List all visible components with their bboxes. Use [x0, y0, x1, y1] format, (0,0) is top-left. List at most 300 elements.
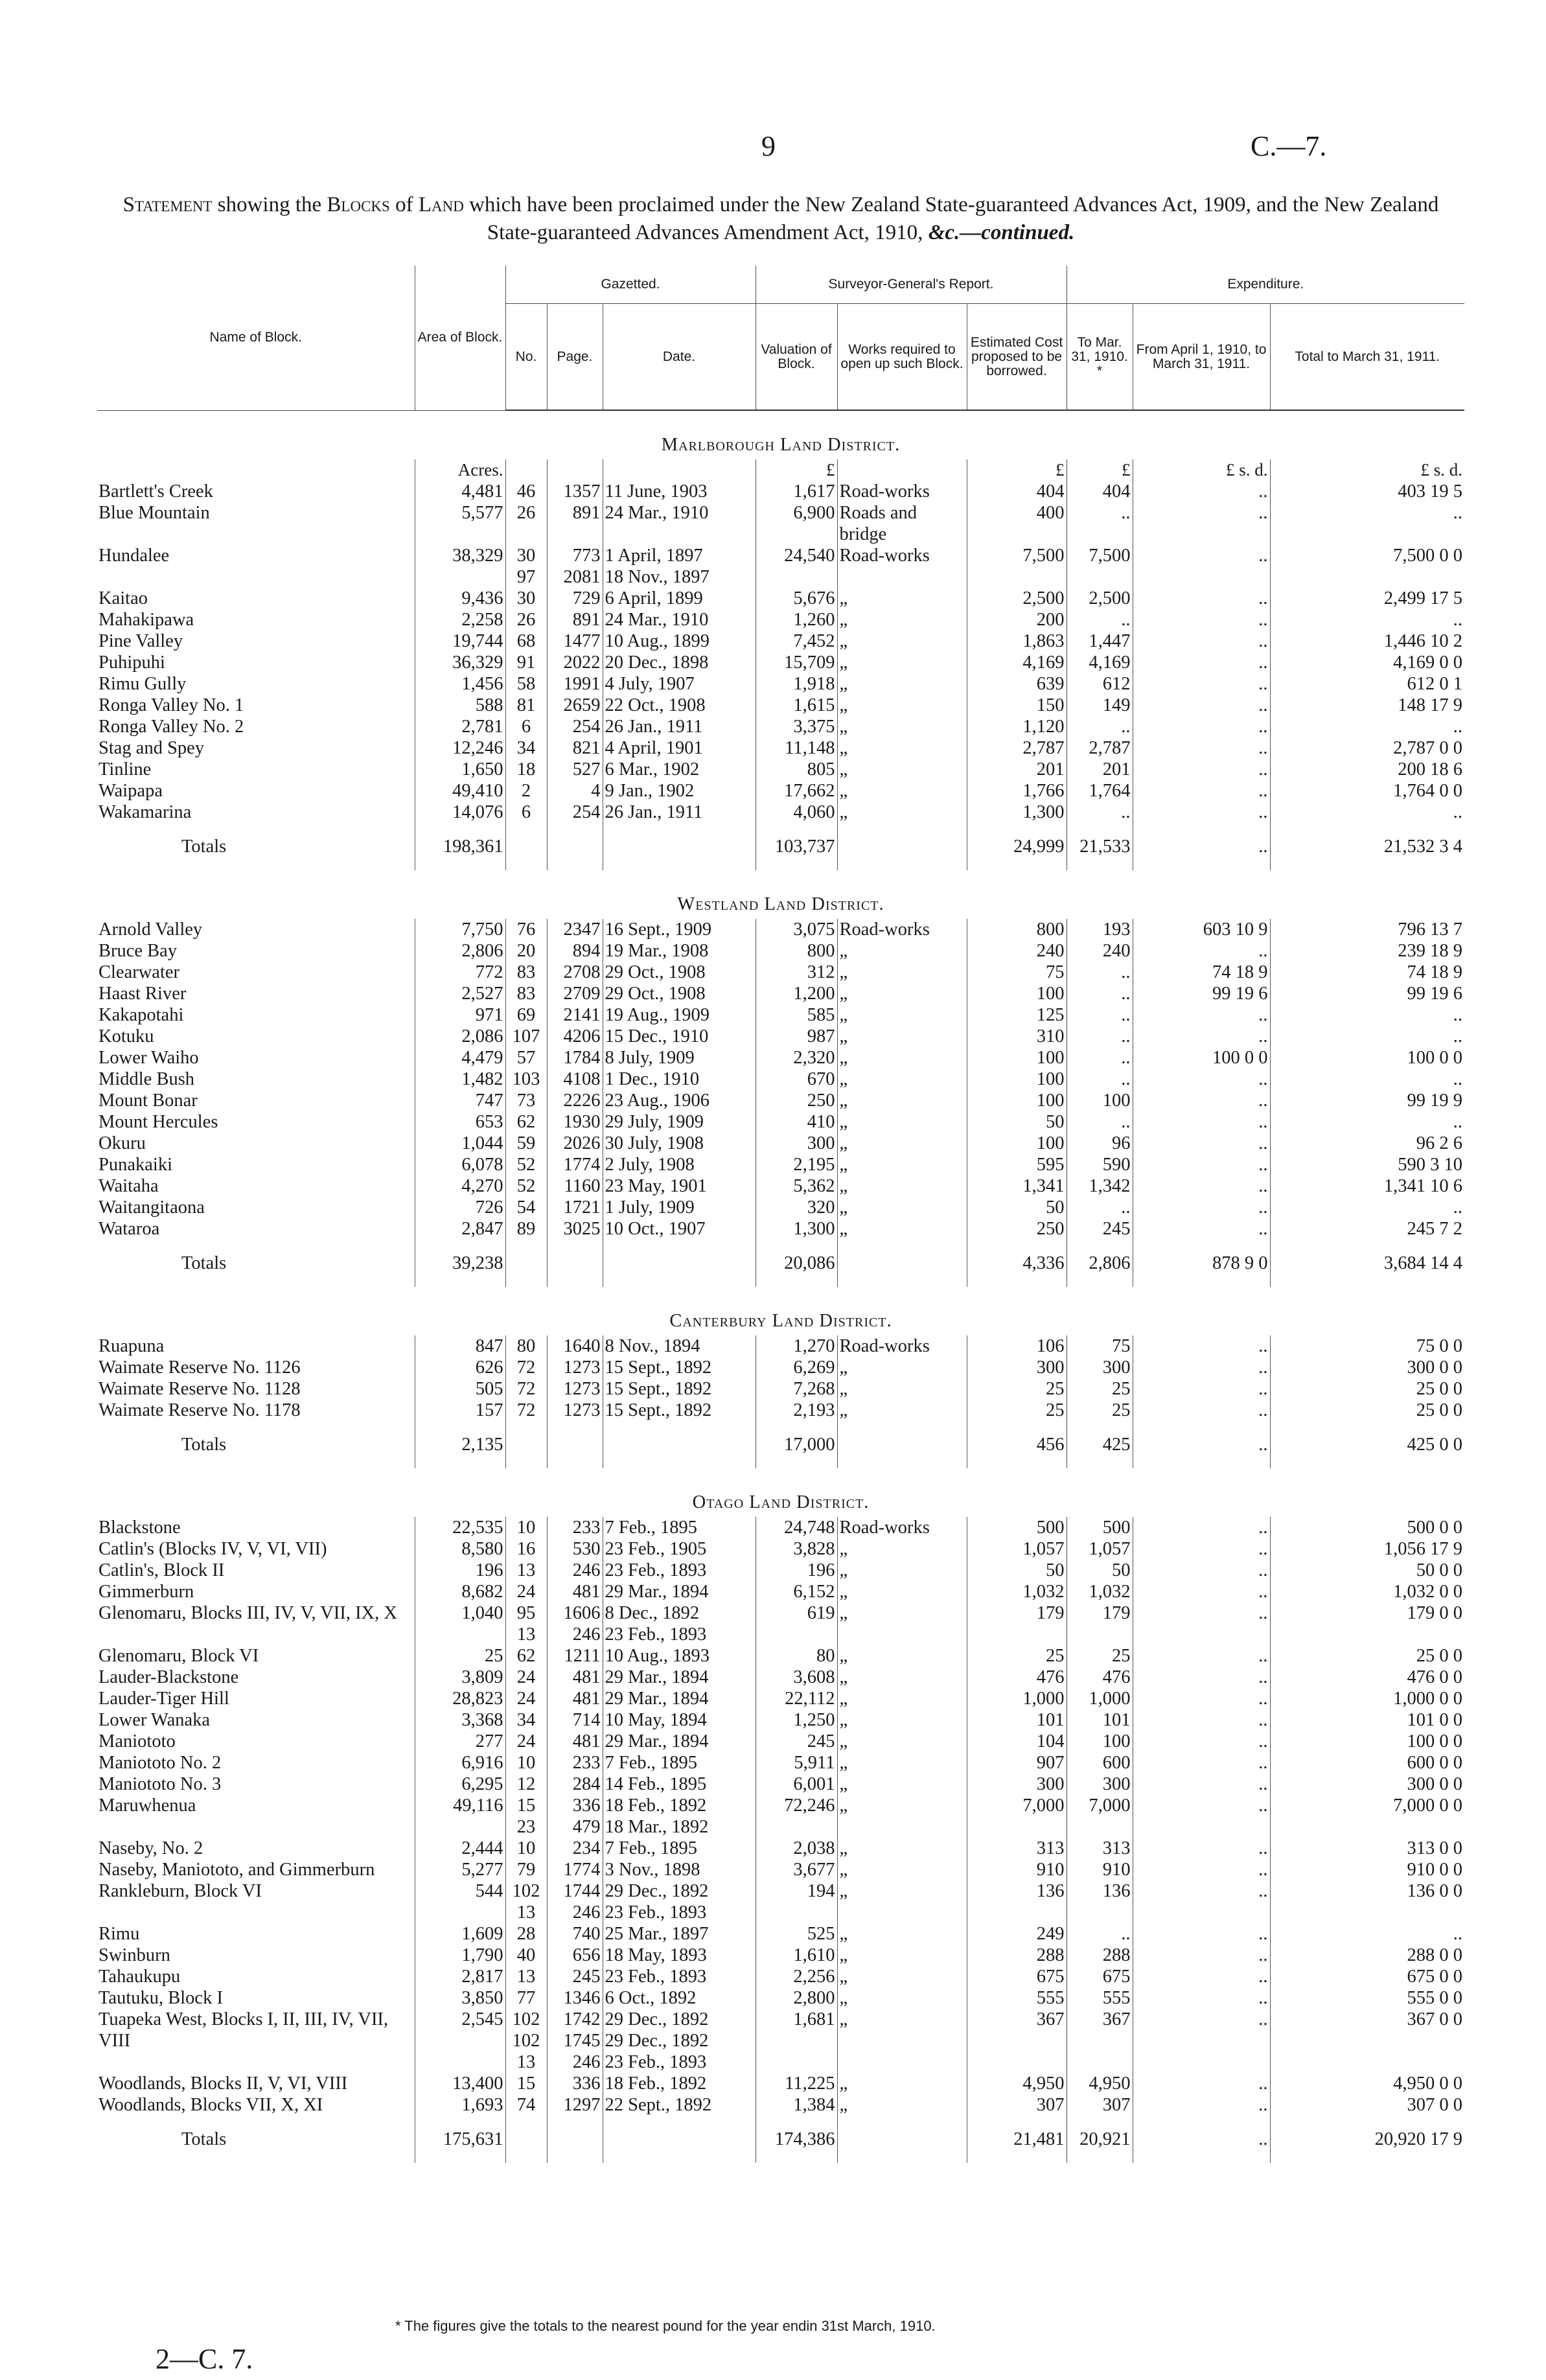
- cell-from: ..: [1133, 1154, 1270, 1175]
- table-row: [97, 1987, 1464, 2009]
- cell-area: 2,527: [415, 983, 505, 1004]
- cell-page: 729: [547, 588, 603, 609]
- total-to: 20,921: [1067, 2116, 1133, 2163]
- cell-total: 796 13 7: [1270, 919, 1464, 940]
- cell-name: Bruce Bay: [98, 941, 178, 961]
- unit-no: [505, 459, 547, 481]
- cell-total: 101 0 0: [1270, 1709, 1464, 1731]
- cell-line: 1742: [563, 2009, 601, 2029]
- cell-area: 2,817: [415, 1966, 505, 1987]
- cell-date: 24 Mar., 1910: [603, 502, 756, 545]
- cell-est: 367: [967, 2009, 1067, 2073]
- cell-page: [547, 1602, 603, 1645]
- cell-name: Haast River: [98, 984, 187, 1004]
- cell-area: 726: [415, 1197, 505, 1218]
- cell-from: ..: [1133, 652, 1270, 673]
- cell-area: 4,270: [415, 1175, 505, 1197]
- cell-name: Lauder-Blackstone: [98, 1667, 239, 1687]
- cell-name: Ruapuna: [98, 1336, 165, 1356]
- header-page: Page.: [547, 304, 603, 411]
- cell-works: „: [837, 1795, 967, 1838]
- cell-est: 907: [967, 1752, 1067, 1773]
- cell-to: 910: [1067, 1859, 1133, 1880]
- cell-no: 81: [505, 695, 547, 716]
- total-page: [547, 1421, 603, 1468]
- cell-date: 7 Feb., 1895: [603, 1517, 756, 1538]
- table-row: [97, 1218, 1464, 1240]
- cell-est: 2,787: [967, 737, 1067, 759]
- table-row: [97, 2094, 1464, 2116]
- cell-val: 22,112: [756, 1688, 837, 1709]
- cell-works: „: [837, 962, 967, 983]
- unit-val: £: [756, 459, 837, 481]
- cell-no: 80: [505, 1335, 547, 1357]
- cell-no: 18: [505, 759, 547, 780]
- cell-area: 626: [415, 1357, 505, 1378]
- cell-from: ..: [1133, 940, 1270, 962]
- cell-total: 25 0 0: [1270, 1400, 1464, 1421]
- cell-total: 1,032 0 0: [1270, 1581, 1464, 1602]
- cell-page: 1930: [547, 1111, 603, 1133]
- cell-page: 1357: [547, 481, 603, 502]
- total-name: Totals: [181, 1253, 227, 1273]
- cell-works: „: [837, 1538, 967, 1560]
- cell-no: 26: [505, 502, 547, 545]
- cell-page: 233: [547, 1752, 603, 1773]
- table-row: [97, 630, 1464, 652]
- cell-from: ..: [1133, 588, 1270, 609]
- cell-works: „: [837, 1560, 967, 1581]
- total-from: ..: [1133, 2116, 1270, 2163]
- cell-works: Road-works: [837, 481, 967, 502]
- cell-from: ..: [1133, 1197, 1270, 1218]
- cell-from: ..: [1133, 673, 1270, 695]
- cell-area: 196: [415, 1560, 505, 1581]
- cell-total: 288 0 0: [1270, 1945, 1464, 1966]
- cell-date: 23 Feb., 1893: [603, 1966, 756, 1987]
- table-row: [97, 1880, 1464, 1923]
- total-total: 425 0 0: [1270, 1421, 1464, 1468]
- cell-page: 254: [547, 716, 603, 737]
- cell-total: 590 3 10: [1270, 1154, 1464, 1175]
- cell-works: „: [837, 1838, 967, 1859]
- cell-to: 245: [1067, 1218, 1133, 1240]
- cell-area: 12,246: [415, 737, 505, 759]
- table-row: [97, 1602, 1464, 1645]
- cell-to: 300: [1067, 1357, 1133, 1378]
- cell-est: 150: [967, 695, 1067, 716]
- cell-no: 12: [505, 1773, 547, 1795]
- cell-from: ..: [1133, 1709, 1270, 1731]
- cell-area: 3,368: [415, 1709, 505, 1731]
- cell-works: „: [837, 1773, 967, 1795]
- cell-to: ..: [1067, 502, 1133, 545]
- cell-total: 1,341 10 6: [1270, 1175, 1464, 1197]
- cell-no: 28: [505, 1923, 547, 1945]
- cell-no: 54: [505, 1197, 547, 1218]
- cell-page: 2022: [547, 652, 603, 673]
- blocks-table: [97, 266, 1464, 2163]
- cell-date: 22 Oct., 1908: [603, 695, 756, 716]
- cell-line: 97: [516, 567, 536, 587]
- cell-to: 193: [1067, 919, 1133, 940]
- cell-name: Wakamarina: [98, 802, 192, 822]
- district-name: Marlborough Land District.: [661, 435, 901, 455]
- cell-to: 600: [1067, 1752, 1133, 1773]
- cell-no: 72: [505, 1400, 547, 1421]
- cell-date: [603, 2009, 756, 2073]
- cell-val: 3,828: [756, 1538, 837, 1560]
- cell-from: ..: [1133, 1560, 1270, 1581]
- cell-val: 410: [756, 1111, 837, 1133]
- cell-val: 5,676: [756, 588, 837, 609]
- cell-val: 6,900: [756, 502, 837, 545]
- cell-page: 481: [547, 1688, 603, 1709]
- cell-total: 300 0 0: [1270, 1357, 1464, 1378]
- cell-total: 99 19 6: [1270, 983, 1464, 1004]
- cell-total: ..: [1270, 1004, 1464, 1026]
- cell-from: ..: [1133, 1795, 1270, 1838]
- cell-total: 74 18 9: [1270, 962, 1464, 983]
- cell-line: 15: [516, 1796, 536, 1816]
- cell-val: 3,075: [756, 919, 837, 940]
- cell-name: Maniototo No. 3: [98, 1774, 222, 1794]
- cell-val: 585: [756, 1004, 837, 1026]
- cell-area: 7,750: [415, 919, 505, 940]
- cell-to: ..: [1067, 983, 1133, 1004]
- cell-page: 740: [547, 1923, 603, 1945]
- cell-works: „: [837, 1987, 967, 2009]
- table-row: [97, 716, 1464, 737]
- cell-to: 1,032: [1067, 1581, 1133, 1602]
- cell-est: 100: [967, 1069, 1067, 1090]
- cell-works: „: [837, 1731, 967, 1752]
- table-row: [97, 1581, 1464, 1602]
- total-date: [603, 1421, 756, 1468]
- cell-from: ..: [1133, 1859, 1270, 1880]
- cell-works: „: [837, 1047, 967, 1069]
- cell-val: 619: [756, 1602, 837, 1645]
- cell-area: 505: [415, 1378, 505, 1400]
- total-no: [505, 1421, 547, 1468]
- cell-area: 277: [415, 1731, 505, 1752]
- table-row: [97, 652, 1464, 673]
- cell-val: 1,615: [756, 695, 837, 716]
- title-part-1: showing the: [212, 193, 327, 216]
- cell-no: 62: [505, 1111, 547, 1133]
- cell-val: 11,225: [756, 2073, 837, 2094]
- cell-name: Lower Waiho: [98, 1048, 199, 1068]
- cell-est: 307: [967, 2094, 1067, 2116]
- table-row: [97, 1517, 1464, 1538]
- cell-area: 1,609: [415, 1923, 505, 1945]
- cell-no: 6: [505, 716, 547, 737]
- cell-no: 2: [505, 780, 547, 802]
- cell-page: 233: [547, 1517, 603, 1538]
- table-row: [97, 2073, 1464, 2094]
- cell-name: Blackstone: [98, 1518, 181, 1538]
- cell-est: 25: [967, 1400, 1067, 1421]
- cell-to: 240: [1067, 940, 1133, 962]
- cell-est: 595: [967, 1154, 1067, 1175]
- header-name: Name of Block.: [97, 266, 415, 410]
- cell-date: 7 Feb., 1895: [603, 1838, 756, 1859]
- cell-no: 24: [505, 1731, 547, 1752]
- total-page: [547, 2116, 603, 2163]
- title-word-land: Land: [418, 193, 464, 216]
- total-works: [837, 823, 967, 870]
- cell-no: [505, 1880, 547, 1923]
- cell-from: ..: [1133, 1026, 1270, 1047]
- cell-name: Waimate Reserve No. 1126: [98, 1358, 301, 1378]
- cell-est: 1,032: [967, 1581, 1067, 1602]
- cell-to: 313: [1067, 1838, 1133, 1859]
- cell-date: 10 Oct., 1907: [603, 1218, 756, 1240]
- cell-name: Blue Mountain: [98, 503, 210, 523]
- cell-est: 50: [967, 1111, 1067, 1133]
- cell-total: 99 19 9: [1270, 1090, 1464, 1111]
- cell-page: 481: [547, 1731, 603, 1752]
- cell-to: 4,950: [1067, 2073, 1133, 2094]
- cell-from: ..: [1133, 1923, 1270, 1945]
- cell-from: ..: [1133, 1378, 1270, 1400]
- cell-name: Lauder-Tiger Hill: [98, 1689, 229, 1709]
- cell-from: ..: [1133, 1004, 1270, 1026]
- cell-total: 96 2 6: [1270, 1133, 1464, 1154]
- cell-area: 971: [415, 1004, 505, 1026]
- cell-line: 29 Dec., 1892: [605, 1881, 709, 1901]
- cell-val: 11,148: [756, 737, 837, 759]
- cell-page: 894: [547, 940, 603, 962]
- cell-works: „: [837, 1357, 967, 1378]
- cell-area: 1,482: [415, 1069, 505, 1090]
- cell-name: Mount Bonar: [98, 1091, 198, 1111]
- cell-page: 1211: [547, 1645, 603, 1667]
- cell-no: 68: [505, 630, 547, 652]
- cell-area: 2,847: [415, 1218, 505, 1240]
- cell-no: 72: [505, 1357, 547, 1378]
- cell-name: Ronga Valley No. 1: [98, 695, 244, 715]
- cell-no: 57: [505, 1047, 547, 1069]
- cell-no: 10: [505, 1752, 547, 1773]
- cell-from: ..: [1133, 1602, 1270, 1645]
- total-total: 20,920 17 9: [1270, 2116, 1464, 2163]
- cell-name: Rimu: [98, 1924, 140, 1944]
- cell-to: 675: [1067, 1966, 1133, 1987]
- unit-to: £: [1067, 459, 1133, 481]
- cell-total: 1,056 17 9: [1270, 1538, 1464, 1560]
- table-row: [97, 481, 1464, 502]
- cell-total: 1,446 10 2: [1270, 630, 1464, 652]
- cell-no: 58: [505, 673, 547, 695]
- cell-area: 2,444: [415, 1838, 505, 1859]
- cell-total: 7,500 0 0: [1270, 545, 1464, 588]
- cell-from: ..: [1133, 1538, 1270, 1560]
- cell-date: 4 July, 1907: [603, 673, 756, 695]
- cell-to: 1,342: [1067, 1175, 1133, 1197]
- cell-val: 15,709: [756, 652, 837, 673]
- cell-no: 59: [505, 1133, 547, 1154]
- cell-no: 52: [505, 1154, 547, 1175]
- cell-val: 2,193: [756, 1400, 837, 1421]
- cell-est: 7,000: [967, 1795, 1067, 1838]
- table-header: [97, 266, 1464, 410]
- cell-no: 77: [505, 1987, 547, 2009]
- cell-total: 313 0 0: [1270, 1838, 1464, 1859]
- cell-works: „: [837, 1688, 967, 1709]
- cell-page: 1784: [547, 1047, 603, 1069]
- cell-from: ..: [1133, 1731, 1270, 1752]
- cell-name: Kaitao: [98, 588, 148, 608]
- cell-to: 96: [1067, 1133, 1133, 1154]
- cell-name: Rimu Gully: [98, 674, 187, 694]
- cell-date: 19 Mar., 1908: [603, 940, 756, 962]
- cell-page: 284: [547, 1773, 603, 1795]
- table-row: [97, 1731, 1464, 1752]
- cell-date: [603, 1795, 756, 1838]
- cell-works: „: [837, 1709, 967, 1731]
- cell-name: Tautuku, Block I: [98, 1988, 223, 2008]
- cell-total: 179 0 0: [1270, 1602, 1464, 1645]
- cell-name: Pine Valley: [98, 631, 183, 651]
- cell-no: 34: [505, 737, 547, 759]
- cell-from: ..: [1133, 1357, 1270, 1378]
- total-no: [505, 1240, 547, 1287]
- cell-area: 2,545: [415, 2009, 505, 2073]
- cell-to: ..: [1067, 802, 1133, 823]
- cell-works: „: [837, 1069, 967, 1090]
- cell-area: 6,078: [415, 1154, 505, 1175]
- cell-works: „: [837, 716, 967, 737]
- cell-no: [505, 1602, 547, 1645]
- cell-est: 1,057: [967, 1538, 1067, 1560]
- cell-line: 23 Feb., 1893: [605, 1624, 707, 1645]
- cell-date: [603, 1880, 756, 1923]
- cell-works: „: [837, 1111, 967, 1133]
- footnote: * The figures give the totals to the nearest pound for the year endin 31st March, 1910.: [395, 2318, 936, 2334]
- cell-val: 24,540: [756, 545, 837, 588]
- cell-val: 1,918: [756, 673, 837, 695]
- cell-val: 320: [756, 1197, 837, 1218]
- cell-from: ..: [1133, 1400, 1270, 1421]
- table-row: [97, 1047, 1464, 1069]
- cell-from: ..: [1133, 1773, 1270, 1795]
- cell-area: 38,329: [415, 545, 505, 588]
- cell-total: ..: [1270, 716, 1464, 737]
- cell-page: 1477: [547, 630, 603, 652]
- cell-line: 8 Dec., 1892: [605, 1603, 700, 1623]
- cell-from: ..: [1133, 1688, 1270, 1709]
- unit-name: [97, 459, 415, 481]
- cell-no: 13: [505, 1966, 547, 1987]
- cell-total: 500 0 0: [1270, 1517, 1464, 1538]
- cell-works: „: [837, 1026, 967, 1047]
- cell-est: 675: [967, 1966, 1067, 1987]
- cell-area: 25: [415, 1645, 505, 1667]
- table-row: [97, 1945, 1464, 1966]
- cell-val: 7,452: [756, 630, 837, 652]
- cell-no: 13: [505, 1560, 547, 1581]
- district-name: Otago Land District.: [692, 1492, 870, 1512]
- district-heading-row: [97, 1468, 1464, 1517]
- cell-works: „: [837, 673, 967, 695]
- cell-works: „: [837, 737, 967, 759]
- cell-est: 4,169: [967, 652, 1067, 673]
- cell-val: 245: [756, 1731, 837, 1752]
- table-row: [97, 1560, 1464, 1581]
- cell-works: „: [837, 1090, 967, 1111]
- cell-from: 603 10 9: [1133, 919, 1270, 940]
- table-row: [97, 1773, 1464, 1795]
- cell-from: ..: [1133, 609, 1270, 630]
- cell-no: 52: [505, 1175, 547, 1197]
- total-est: 24,999: [967, 823, 1067, 870]
- cell-val: 987: [756, 1026, 837, 1047]
- cell-page: 1991: [547, 673, 603, 695]
- cell-from: ..: [1133, 630, 1270, 652]
- cell-to: 500: [1067, 1517, 1133, 1538]
- cell-name: Tahaukupu: [98, 1967, 181, 1987]
- cell-area: 4,479: [415, 1047, 505, 1069]
- cell-page: 1273: [547, 1400, 603, 1421]
- cell-total: 2,787 0 0: [1270, 737, 1464, 759]
- cell-total: 50 0 0: [1270, 1560, 1464, 1581]
- cell-works: „: [837, 1218, 967, 1240]
- table-row: [97, 940, 1464, 962]
- cell-date: 23 Feb., 1905: [603, 1538, 756, 1560]
- cell-date: 23 Aug., 1906: [603, 1090, 756, 1111]
- totals-row: [97, 2116, 1464, 2163]
- cell-val: 3,677: [756, 1859, 837, 1880]
- cell-page: 3025: [547, 1218, 603, 1240]
- cell-to: 2,787: [1067, 737, 1133, 759]
- cell-works: „: [837, 1133, 967, 1154]
- header-to-march-1910: To Mar. 31, 1910. *: [1067, 304, 1133, 411]
- table-row: [97, 759, 1464, 780]
- table-row: [97, 1795, 1464, 1838]
- cell-name: Waipapa: [98, 781, 163, 801]
- cell-line: 102: [512, 2031, 540, 2051]
- cell-total: ..: [1270, 1923, 1464, 1945]
- cell-from: ..: [1133, 759, 1270, 780]
- cell-line: 1744: [563, 1881, 601, 1901]
- cell-from: ..: [1133, 1133, 1270, 1154]
- cell-page: 1273: [547, 1378, 603, 1400]
- cell-to: 1,000: [1067, 1688, 1133, 1709]
- total-from: ..: [1133, 1421, 1270, 1468]
- cell-page: 2347: [547, 919, 603, 940]
- table-row: [97, 1069, 1464, 1090]
- cell-line: 13: [516, 1902, 536, 1923]
- cell-no: 34: [505, 1709, 547, 1731]
- total-from: ..: [1133, 823, 1270, 870]
- cell-to: ..: [1067, 962, 1133, 983]
- total-date: [603, 1240, 756, 1287]
- cell-name: Arnold Valley: [98, 919, 203, 940]
- table-row: [97, 1859, 1464, 1880]
- cell-page: 2141: [547, 1004, 603, 1026]
- cell-name: Kotuku: [98, 1026, 154, 1046]
- cell-from: ..: [1133, 1069, 1270, 1090]
- cell-area: 36,329: [415, 652, 505, 673]
- cell-date: 24 Mar., 1910: [603, 609, 756, 630]
- cell-total: 25 0 0: [1270, 1378, 1464, 1400]
- cell-est: 50: [967, 1560, 1067, 1581]
- table-row: [97, 1090, 1464, 1111]
- total-to: 21,533: [1067, 823, 1133, 870]
- cell-date: 15 Sept., 1892: [603, 1400, 756, 1421]
- cell-area: 2,086: [415, 1026, 505, 1047]
